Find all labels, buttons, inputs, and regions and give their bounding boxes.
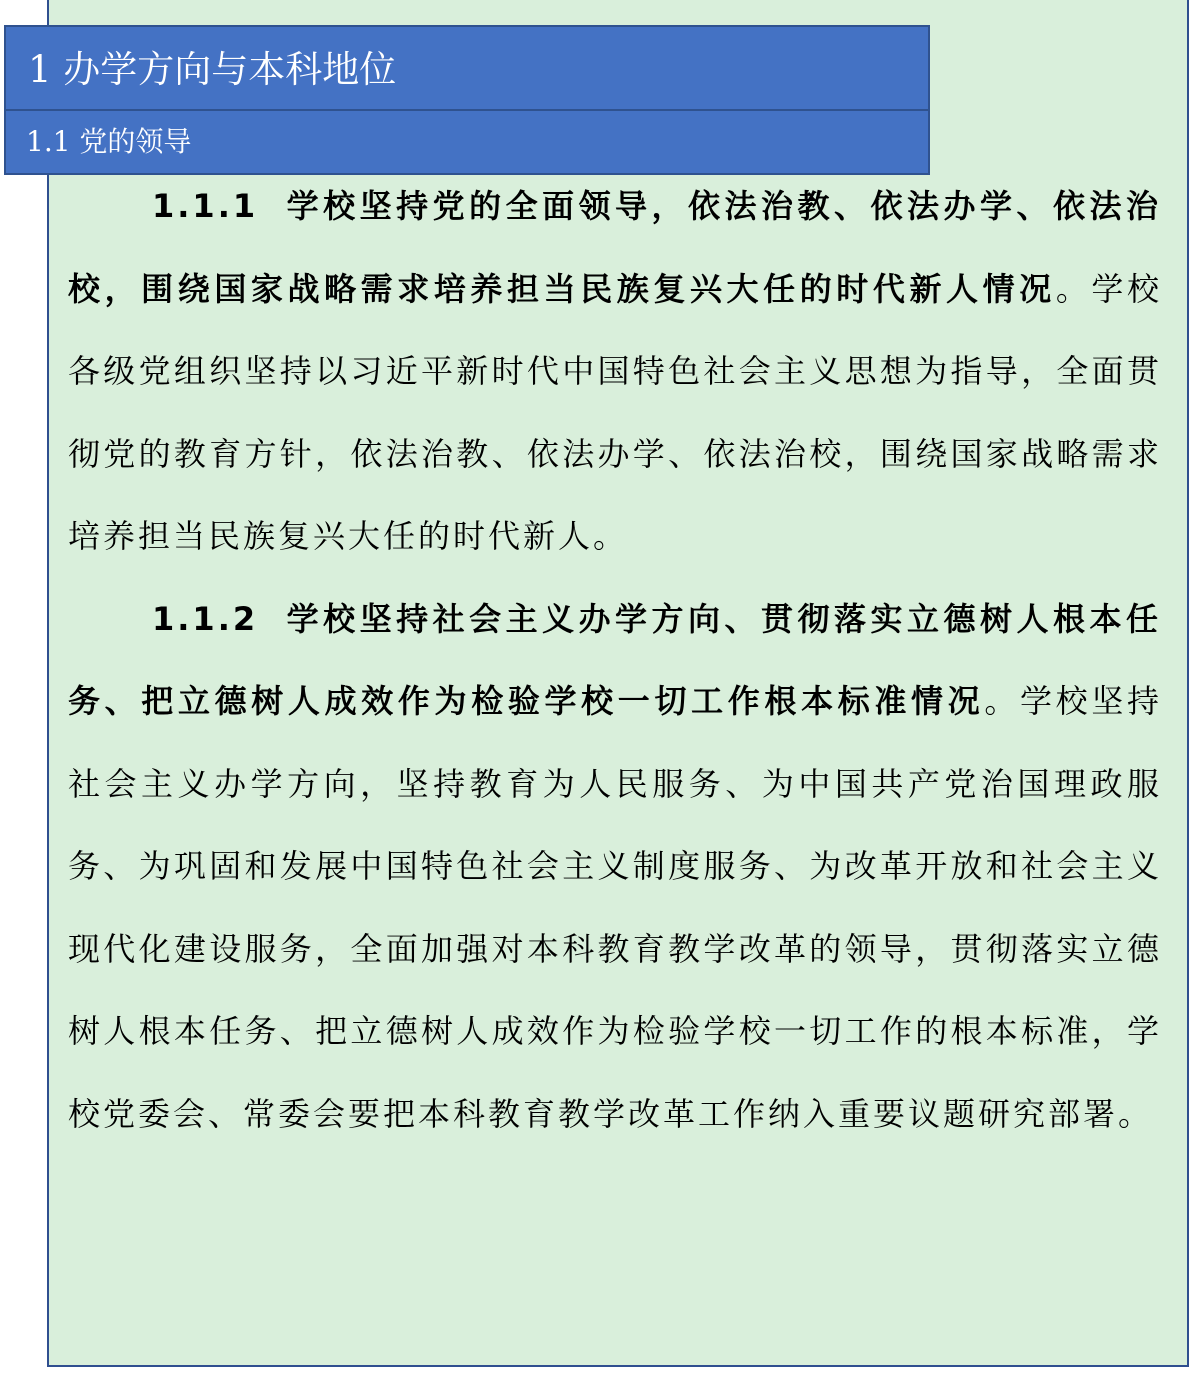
item-paragraph: [68, 165, 1162, 578]
subsection-title: 1.1 党的领导: [26, 125, 192, 158]
section-title: 1 办学方向与本科地位: [28, 48, 397, 91]
item-number: 1.1.1: [152, 187, 259, 225]
item-paragraph: [68, 578, 1162, 1156]
document-body: [68, 165, 1162, 1155]
item-heading: 学校坚持社会主义办学方向、贯彻落实立德树人根本任务、把立德树人成效作为检验学校一切工作根本标准情况: [68, 599, 1162, 720]
item-text: 。学校各级党组织坚持以习近平新时代中国特色社会主义思想为指导，全面贯彻党的教育方针，依法治教、依法办学、依法治校，围绕国家战略需求培养担当民族复兴大任的时代新人。: [68, 269, 1162, 555]
item-text: 。学校坚持社会主义办学方向，坚持教育为人民服务、为中国共产党治国理政服务、为巩固和发展中国特色社会主义制度服务、为改革开放和社会主义现代化建设服务，全面加强对本科教育教学改革的领导，贯彻落实立德树人根本任务、把立德树人成效作为检验学校一切工作的根本标准，学校党委会、常委会要把本科教育教学改革工作纳入重要议题研究部署。: [68, 682, 1162, 1133]
section-heading: [4, 25, 930, 111]
item-heading: 学校坚持党的全面领导，依法治教、依法办学、依法治校，围绕国家战略需求培养担当民族复兴大任的时代新人情况: [68, 187, 1162, 308]
item-number: 1.1.2: [152, 599, 259, 638]
